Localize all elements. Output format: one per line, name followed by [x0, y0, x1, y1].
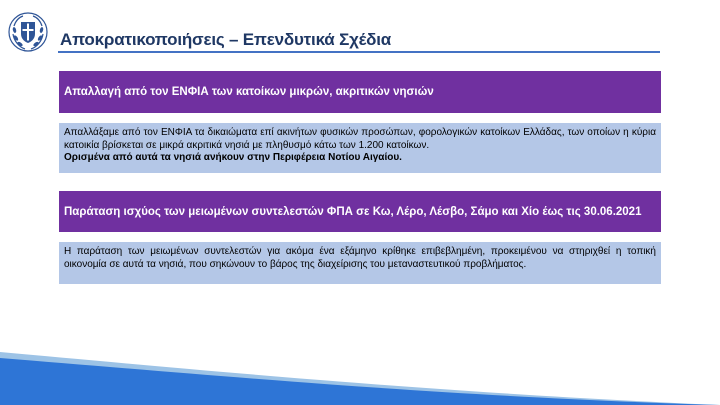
section-body-text: Η παράταση των μειωμένων συντελεστών για ακόμα ένα εξάμηνο κρίθηκε επιβεβλημένη, προκειμένου να στηριχθεί η τοπική οικονομία σε αυτά τα νησιά, που σηκώνουν το βάρος της διαχείρισης του μεταναστευτικού προβλήματος.	[64, 246, 656, 270]
section-body-vat	[59, 242, 661, 284]
section-heading-vat	[59, 191, 661, 232]
title-underline	[58, 51, 660, 53]
section-heading-text: Απαλλαγή από τον ΕΝΦΙΑ των κατοίκων μικρών, ακριτικών νησιών	[64, 86, 434, 98]
section-body-text: Απαλλάξαμε από τον ΕΝΦΙΑ τα δικαιώματα επί ακινήτων φυσικών προσώπων, φορολογικών κατοίκων Ελλάδας, των οποίων η κύρια κατοικία βρίσκεται σε μικρά ακριτικά νησιά με πληθυσμό κάτω των 1.200 κατοίκων.	[64, 127, 656, 151]
section-heading-text: Παράταση ισχύος των μειωμένων συντελεστών ΦΠΑ σε Κω, Λέρο, Λέσβο, Σάμο και Χίο έως τις 30.06.2021	[64, 205, 642, 218]
section-emphasis-text: Ορισμένα από αυτά τα νησιά ανήκουν στην Περιφέρεια Νοτίου Αιγαίου.	[64, 152, 402, 163]
section-body-enfia	[59, 123, 661, 173]
greek-coat-of-arms-icon	[6, 10, 50, 54]
section-heading-enfia	[59, 71, 661, 113]
page-title: Αποκρατικοποιήσεις – Επενδυτικά Σχέδια	[60, 30, 392, 49]
